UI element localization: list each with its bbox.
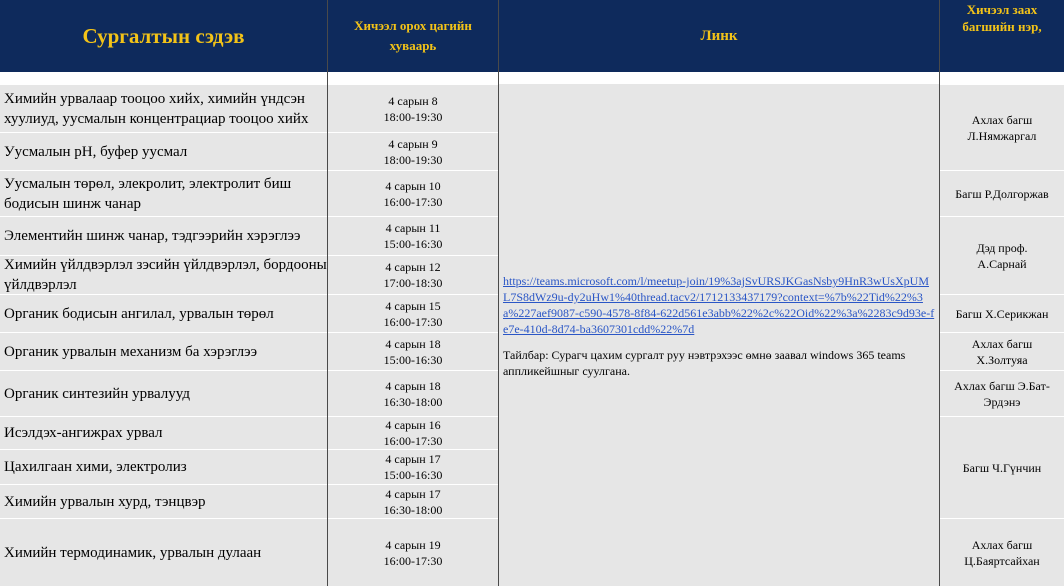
teacher-cell: Дэд проф. А.Сарнай [940, 217, 1064, 294]
teacher-cell: Багш Ч.Гүнчин [940, 417, 1064, 518]
schedule-cell: 4 сарын 17 16:30-18:00 [328, 485, 498, 518]
install-note: Тайлбар: Сурагч цахим сургалт руу нэвтрэхээс өмнө заавал windows 365 teams аппликейшныг суулгана. [503, 348, 906, 378]
schedule-cell: 4 сарын 17 15:00-16:30 [328, 450, 498, 484]
spacer-row [499, 72, 939, 84]
topic-cell: Химийн урвалын хурд, тэнцвэр [0, 485, 327, 518]
topic-cell: Химийн урвалаар тооцоо хийх, химийн үндсэн хуулиуд, уусмалын концентрациар тооцоо хийх [0, 85, 327, 132]
topic-cell: Химийн үйлдвэрлэл зэсийн үйлдвэрлэл, бордооны үйлдвэрлэл [0, 256, 327, 294]
schedule-cell: 4 сарын 16 16:00-17:30 [328, 417, 498, 449]
link-cell [499, 84, 939, 586]
schedule-cell: 4 сарын 18 15:00-16:30 [328, 333, 498, 370]
header-link: Линк [499, 0, 939, 72]
teacher-cell: Ахлах багш Э.Бат- Эрдэнэ [940, 371, 1064, 416]
header-teacher: Хичээл заах багшийн нэр, [940, 0, 1064, 72]
topic-cell: Органик урвалын механизм ба хэрэглээ [0, 333, 327, 370]
column-divider [327, 0, 328, 586]
schedule-cell: 4 сарын 9 18:00-19:30 [328, 133, 498, 170]
teacher-cell: Ахлах багш Ц.Баяртсайхан [940, 519, 1064, 586]
schedule-cell: 4 сарын 12 17:00-18:30 [328, 256, 498, 294]
column-divider [939, 0, 940, 586]
schedule-cell: 4 сарын 8 18:00-19:30 [328, 85, 498, 132]
teacher-cell: Багш Р.Долгоржав [940, 171, 1064, 216]
topic-cell: Органик синтезийн урвалууд [0, 371, 327, 416]
topic-cell: Уусмалын төрөл, элекролит, электролит биш бодисын шинж чанар [0, 171, 327, 216]
topic-cell: Элементийн шинж чанар, тэдгээрийн хэрэглээ [0, 217, 327, 255]
teacher-cell: Ахлах багш Л.Нямжаргал [940, 85, 1064, 170]
teams-meeting-link[interactable]: https://teams.microsoft.com/l/meetup-join/19%3ajSvURSJKGasNsby9HnR3wUsXpUML7S8dWz9u-dy2uHw1%40thread.tacv2/1712133437179?context=%7b%22Tid%22%3a%227aef9087-c590-4578-8f84-622d561e3abb%22%2c%22Oid%22%3a%2283c9d93e-fe7e-410d-8d74-ba3607301cdd%22%7d [503, 274, 935, 336]
spacer-row [940, 72, 1064, 84]
topic-cell: Химийн термодинамик, урвалын дулаан [0, 519, 327, 586]
schedule-cell: 4 сарын 15 16:00-17:30 [328, 295, 498, 332]
column-divider [498, 0, 499, 586]
topic-cell: Цахилгаан хими, электролиз [0, 450, 327, 484]
header-schedule: Хичээл орох цагийн хуваарь [328, 0, 498, 72]
topic-cell: Органик бодисын ангилал, урвалын төрөл [0, 295, 327, 332]
spacer-row [0, 72, 327, 84]
topic-cell: Исэлдэх-ангижрах урвал [0, 417, 327, 449]
spacer-row [328, 72, 498, 84]
teacher-cell: Багш Х.Серикжан [940, 295, 1064, 332]
topic-cell: Уусмалын pH, буфер уусмал [0, 133, 327, 170]
header-topic: Сургалтын сэдэв [0, 0, 327, 72]
schedule-cell: 4 сарын 10 16:00-17:30 [328, 171, 498, 216]
schedule-cell: 4 сарын 18 16:30-18:00 [328, 371, 498, 416]
schedule-cell: 4 сарын 19 16:00-17:30 [328, 519, 498, 586]
schedule-cell: 4 сарын 11 15:00-16:30 [328, 217, 498, 255]
teacher-cell: Ахлах багш Х.Золтуяа [940, 333, 1064, 370]
